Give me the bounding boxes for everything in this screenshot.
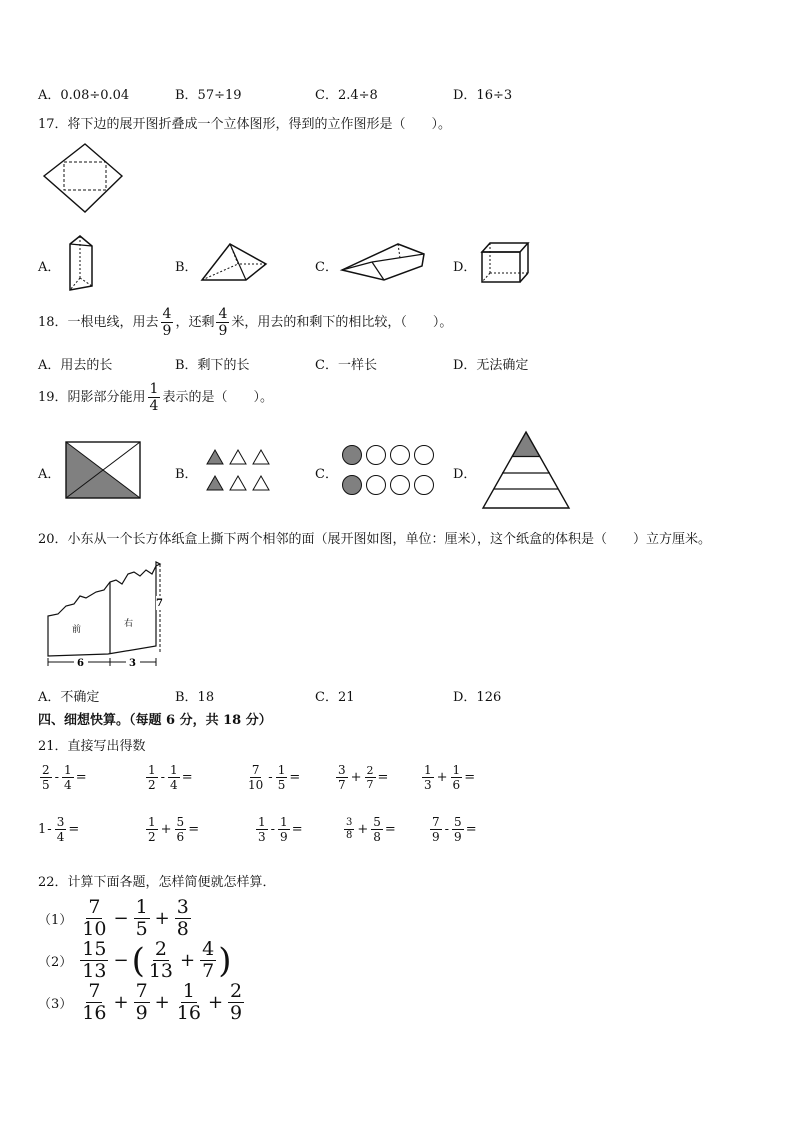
q21-r2-c1: 1 - $\frac{3}{4}$ = — [38, 815, 80, 844]
q16-option-a: A．0.08÷0.04 — [38, 88, 130, 103]
q21-title: 21．直接写出得数 — [38, 739, 146, 754]
q20-front-label: 前 — [72, 625, 82, 635]
q20-option-a: A．不确定 — [38, 690, 100, 705]
q17-prism-c-figure — [338, 238, 428, 284]
q21-r2-c2: $\frac{1}{2}$ + $\frac{5}{6}$ = — [148, 815, 200, 844]
q18-fraction-left: $\frac{4}{9}$ — [218, 306, 228, 339]
q19-suffix: 表示的是（ ）。 — [162, 390, 273, 405]
q19-pyramid-figure — [482, 430, 572, 510]
q22-title: 22．计算下面各题，怎样简便就怎样算． — [38, 875, 276, 890]
q22-expression-3: （3） $\frac{7}{16}$ + $\frac{7}{9}$ + $\frac{1}{16}$ + $\frac{2}{9}$ — [38, 980, 243, 1024]
q19-option-b: B． — [175, 467, 198, 482]
q17-prism-a-figure — [64, 234, 100, 292]
q22-expression-1: （1） $\frac{7}{10}$ − $\frac{1}{5}$ + $\frac{3}{8}$ — [38, 896, 189, 940]
q18-option-a: A．用去的长 — [38, 358, 113, 373]
q19-question — [38, 380, 273, 416]
q20-right-label: 右 — [124, 619, 134, 629]
q16-option-c: C．2.4÷8 — [315, 88, 378, 103]
q20-width-3: 3 — [129, 658, 136, 669]
q17-option-b: B． — [175, 260, 198, 275]
q18-question — [38, 305, 452, 341]
q20-height-7: 7 — [156, 598, 163, 609]
q19-option-a: A． — [38, 467, 61, 482]
q21-r1-c2: $\frac{1}{2}$ - $\frac{1}{4}$ = — [148, 763, 193, 792]
q20-option-b: B．18 — [175, 690, 215, 705]
q17-option-c: C． — [315, 260, 338, 275]
q21-r2-c3: $\frac{1}{3}$ - $\frac{1}{9}$ = — [258, 815, 303, 844]
q20-question: 20．小东从一个长方体纸盒上撕下两个相邻的面（展开图如图，单位：厘米），这个纸盒的体积是（ ）立方厘米。 — [38, 532, 712, 547]
q18-fraction-used: $\frac{4}{9}$ — [162, 306, 172, 339]
q21-r1-c3: $\frac{7}{10}$ - $\frac{1}{5}$ = — [248, 763, 301, 792]
q21-r1-c1: $\frac{2}{5}$ - $\frac{1}{4}$ = — [42, 763, 87, 792]
q18-suffix: 米，用去的和剩下的相比较，（ ）。 — [231, 315, 453, 330]
q16-option-d: D．16÷3 — [453, 88, 513, 103]
q20-net-figure — [44, 560, 170, 670]
section-4-heading: 四、细想快算。（每题 6 分，共 18 分） — [38, 713, 272, 728]
q20-option-d: D．126 — [453, 690, 502, 705]
q19-option-d: D． — [453, 467, 477, 482]
q21-r1-c4: $\frac{3}{7}$ + $\frac{2}{7}$ = — [338, 763, 389, 792]
q17-cube-d-figure — [478, 240, 532, 284]
q19-circles-figure — [341, 444, 437, 498]
q20-width-6: 6 — [77, 658, 84, 669]
q21-r2-c5: $\frac{7}{9}$ - $\frac{5}{9}$ = — [432, 815, 477, 844]
q18-option-c: C．一样长 — [315, 358, 377, 373]
q22-expression-2: （2） $\frac{15}{13}$ − ( $\frac{2}{13}$ + $\frac{4}{7}$ ) — [38, 938, 232, 982]
q21-r1-c5: $\frac{1}{3}$ + $\frac{1}{6}$ = — [424, 763, 476, 792]
q19-prefix: 19．阴影部分能用 — [38, 390, 146, 405]
q17-option-d: D． — [453, 260, 477, 275]
q19-fraction: $\frac{1}{4}$ — [149, 381, 159, 414]
q18-prefix: 18．一根电线，用去 — [38, 315, 159, 330]
q19-triangles-figure — [205, 448, 271, 494]
q17-net-figure — [40, 142, 130, 214]
q17-question: 17．将下边的展开图折叠成一个立体图形，得到的立作图形是（ ）。 — [38, 117, 452, 132]
q19-option-c: C． — [315, 467, 338, 482]
q16-option-b: B．57÷19 — [175, 88, 242, 103]
q18-option-b: B．剩下的长 — [175, 358, 250, 373]
q17-option-a: A． — [38, 260, 61, 275]
q18-mid: ，还剩 — [175, 315, 215, 330]
q20-option-c: C．21 — [315, 690, 355, 705]
q21-r2-c4: $\frac{3}{8}$ + $\frac{5}{8}$ = — [346, 815, 396, 844]
q18-option-d: D．无法确定 — [453, 358, 529, 373]
q17-pyramid-b-figure — [200, 240, 270, 284]
q19-rectangle-figure — [64, 440, 142, 500]
